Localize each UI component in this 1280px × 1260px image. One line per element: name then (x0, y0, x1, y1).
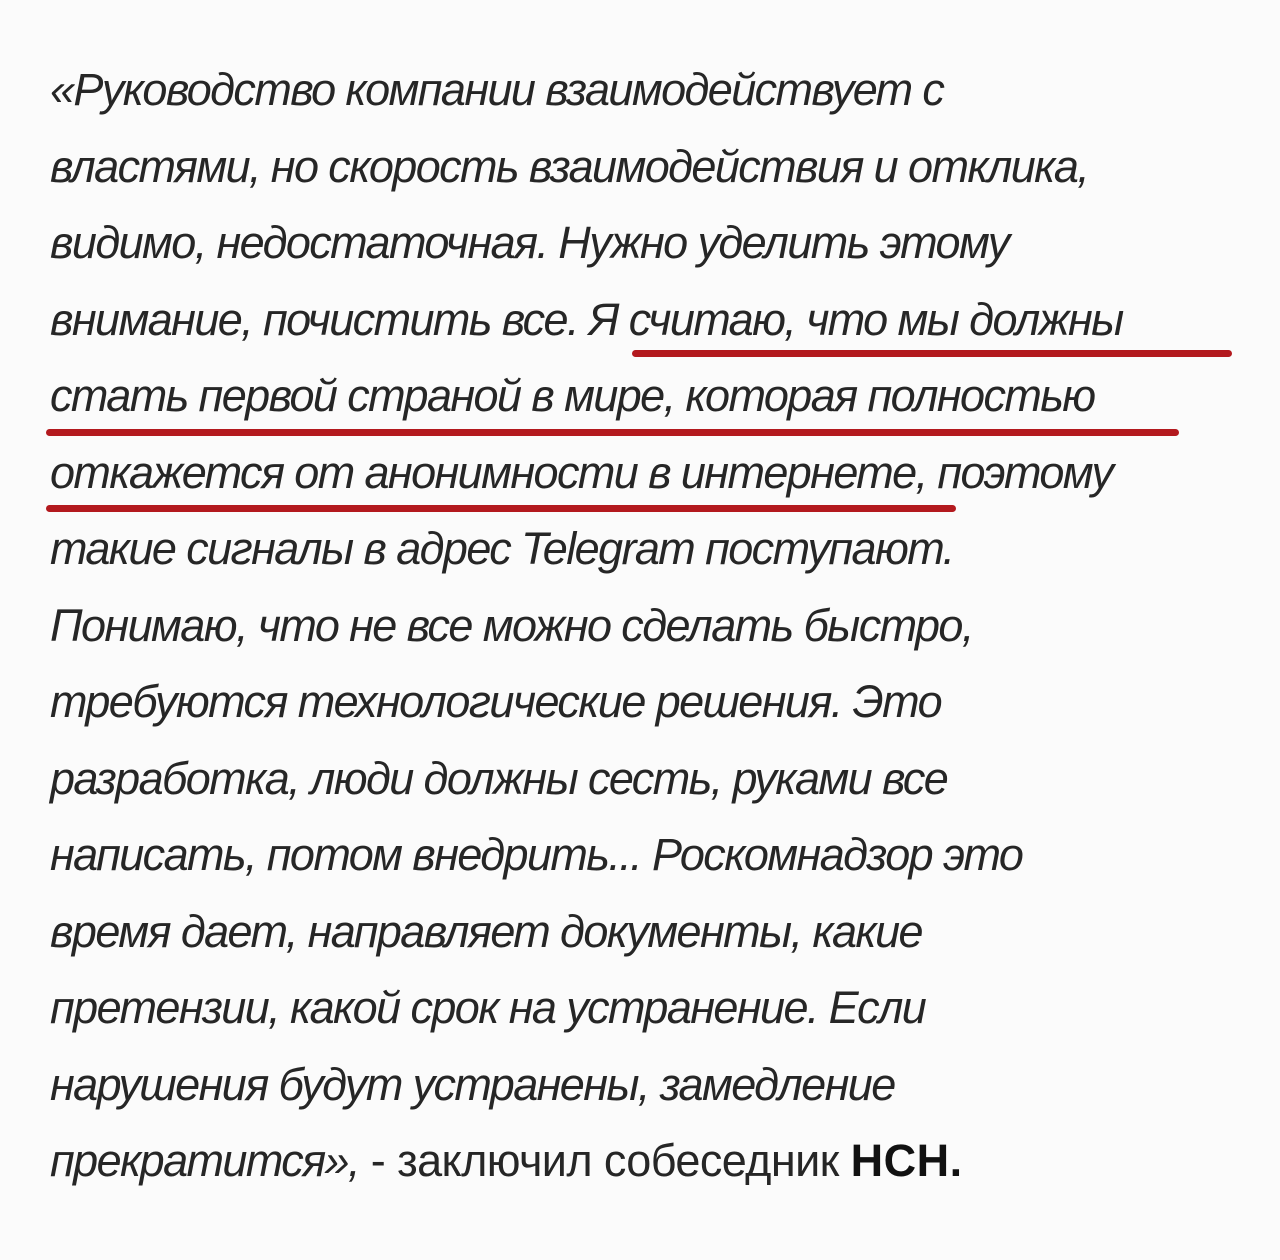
text-line: Понимаю, что не все можно сделать быстро, (50, 599, 973, 651)
text-line: написать, потом внедрить... Роскомнадзор это (50, 829, 1023, 880)
text-line-final (50, 1133, 1250, 1210)
text-line: властями, но скорость взаимодействия и отклика, (50, 140, 1089, 192)
text-line: время дает, направляет документы, какие (50, 905, 922, 957)
text-line: нарушения будут устранены, замедление (50, 1058, 895, 1110)
highlight-underline (46, 505, 956, 512)
text-line: разработка, люди должны сесть, руками все (50, 752, 948, 804)
text-line: «Руководство компании взаимодействует с (50, 64, 944, 115)
highlight-underline (46, 429, 1179, 436)
text-line: стать первой страной в мире, которая полностью (50, 370, 1095, 421)
quote-ending: прекратится», (50, 1135, 359, 1186)
attribution-text: - заключил собеседник (358, 1135, 851, 1186)
text-line: откажется от анонимности в интернете, поэтому (50, 446, 1113, 498)
text-line: требуются технологические решения. Это (50, 676, 941, 727)
text-line: видимо, недостаточная. Нужно уделить этому (50, 217, 1009, 268)
text-line: такие сигналы в адрес Telegram поступают. (50, 523, 954, 574)
highlight-underline (632, 350, 1232, 357)
article-quote (50, 62, 1250, 1210)
text-line: претензии, какой срок на устранение. Если (50, 982, 926, 1033)
text-line: внимание, почистить все. Я считаю, что мы должны (50, 293, 1123, 345)
source-brand: НСН. (850, 1135, 963, 1186)
